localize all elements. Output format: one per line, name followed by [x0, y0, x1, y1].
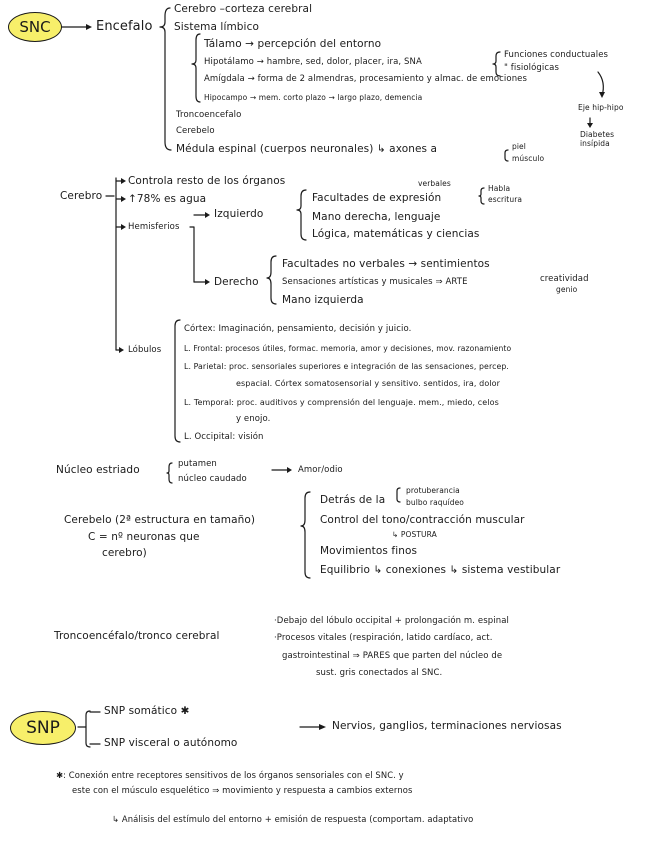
snp-somatico: SNP somático ✱ [104, 705, 190, 717]
tronco-gastro: gastrointestinal ⇒ PARES que parten del núcleo de [282, 651, 503, 661]
equilibrio-line: Equilibrio ↳ conexiones ↳ sistema vestibular [320, 564, 561, 576]
cerebelo-sub-1: C = nº neuronas que [88, 531, 200, 543]
lobulo-temporal-1: L. Temporal: proc. auditivos y comprensión del lenguaje. mem., miedo, celos [184, 398, 499, 407]
cerebro-corteza: Cerebro –corteza cerebral [174, 3, 313, 15]
snp-badge: SNP [10, 711, 76, 745]
snp-conexion-1: ✱: Conexión entre receptores sensitivos de los órganos sensoriales con el SNC. y [56, 770, 404, 780]
hipotalamo-line: Hipotálamo → hambre, sed, dolor, placer, ira, SNA [204, 57, 422, 67]
hemisferios-label: Hemisferios [128, 222, 180, 232]
diabetes-insipida: Diabetes insípida [580, 130, 615, 148]
funciones-fisiologicas: " fisiológicas [504, 63, 559, 73]
izq-logica: Lógica, matemáticas y ciencias [312, 228, 480, 240]
snp-conexion-2: este con el músculo esquelético ⇒ movimiento y respuesta a cambios externos [72, 785, 413, 795]
cerebelo-label: Cerebelo (2ª estructura en tamaño) [64, 514, 256, 526]
amor-odio: Amor/odio [298, 465, 343, 475]
agua-line: ↑78% es agua [128, 193, 207, 205]
postura-label: ↳ POSTURA [392, 530, 437, 539]
piel-label: piel [512, 142, 526, 151]
lobulo-cortex: Córtex: Imaginación, pensamiento, decisión y juicio. [184, 324, 412, 334]
escritura-label: escritura [488, 195, 523, 204]
snp-nervios: Nervios, ganglios, terminaciones nerviosas [332, 720, 562, 732]
bulbo-label: bulbo raquídeo [406, 498, 464, 507]
lobulo-temporal-2: y enojo. [236, 414, 271, 424]
movimientos-line: Movimientos finos [320, 545, 418, 557]
tronco-label: Troncoencéfalo/tronco cerebral [54, 630, 220, 642]
talamo-line: Tálamo → percepción del entorno [204, 38, 382, 50]
tronco-procesos: ·Procesos vitales (respiración, latido cardíaco, act. [274, 633, 493, 643]
controla-line: Controla resto de los órganos [128, 175, 286, 187]
musculo-label: músculo [512, 154, 545, 163]
amigdala-line: Amígdala → forma de 2 almendras, procesamiento y almac. de emociones [204, 74, 528, 84]
derecho-label: Derecho [214, 276, 259, 288]
tronco-sust: sust. gris conectados al SNC. [316, 668, 443, 678]
funciones-conductuales: Funciones conductuales [504, 50, 609, 60]
caudado-label: núcleo caudado [178, 474, 247, 484]
putamen-label: putamen [178, 459, 217, 469]
cerebro-label: Cerebro [60, 190, 103, 202]
cerebelo-item: Cerebelo [176, 126, 215, 136]
tronco-debajo: ·Debajo del lóbulo occipital + prolongación m. espinal [274, 616, 509, 626]
creatividad-label: creatividad [540, 274, 589, 284]
protuberancia-label: protuberancia [406, 486, 460, 495]
encefalo-label: Encefalo [96, 19, 153, 34]
izquierdo-label: Izquierdo [214, 208, 264, 220]
snp-visceral: SNP visceral o autónomo [104, 737, 238, 749]
lobulo-parietal-2: espacial. Córtex somatosensorial y sensitivo. sentidos, ira, dolor [236, 379, 501, 388]
eje-hip-hipo: Eje hip-hipo [578, 103, 624, 112]
snc-badge: SNC [8, 12, 62, 42]
izq-mano: Mano derecha, lenguaje [312, 211, 441, 223]
troncoencefalo-item: Troncoencefalo [176, 110, 242, 120]
snp-analisis: ↳ Análisis del estímulo del entorno + emisión de respuesta (comportam. adaptativo [112, 814, 474, 824]
genio-label: genio [556, 285, 578, 294]
izq-facultades: Facultades de expresión [312, 192, 442, 204]
lobulo-frontal: L. Frontal: procesos útiles, formac. memoria, amor y decisiones, mov. razonamiento [184, 344, 512, 353]
hipocampo-line: Hipocampo → mem. corto plazo → largo plazo, demencia [204, 93, 423, 102]
verbales-label: verbales [418, 179, 451, 188]
nucleo-label: Núcleo estriado [56, 464, 140, 476]
control-line: Control del tono/contracción muscular [320, 514, 525, 526]
lobulo-parietal-1: L. Parietal: proc. sensoriales superiores e integración de las sensaciones, percep. [184, 362, 509, 371]
der-sensaciones: Sensaciones artísticas y musicales ⇒ ARTE [282, 277, 468, 287]
lobulos-label: Lóbulos [128, 345, 162, 355]
medula-line: Médula espinal (cuerpos neuronales) ↳ axones a [176, 143, 438, 155]
cerebelo-sub-2: cerebro) [102, 547, 147, 559]
sistema-limbico: Sistema límbico [174, 21, 259, 33]
der-mano: Mano izquierda [282, 294, 364, 306]
lobulo-occipital: L. Occipital: visión [184, 432, 264, 442]
der-facultades: Facultades no verbales → sentimientos [282, 258, 490, 270]
detras-line: Detrás de la [320, 494, 386, 506]
habla-label: Habla [488, 184, 511, 193]
